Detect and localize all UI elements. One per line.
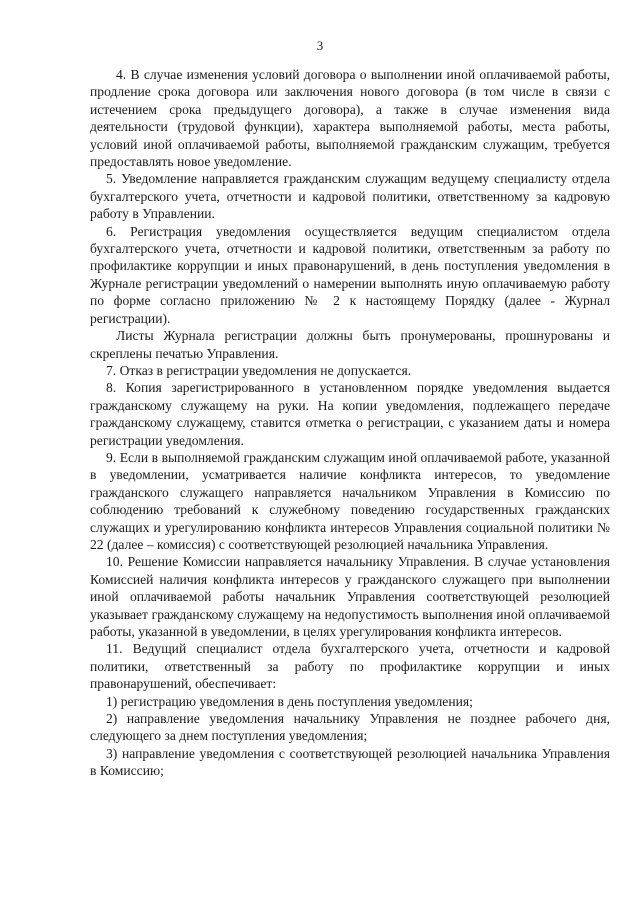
list-item-2: 2) направление уведомления начальнику Управления не позднее рабочего дня, следующего за днем поступления уведомления; (90, 711, 610, 744)
paragraph-8: 8. Копия зарегистрированного в установленном порядке уведомления выдается гражданскому служащему на руки. На копии уведомления, подлежащего передаче гражданскому служащему, ставится отметка о регистрации, с указанием даты и номера регистрации уведомления. (90, 380, 610, 448)
paragraph-6: 6. Регистрация уведомления осуществляется ведущим специалистом отдела бухгалтерского учета, отчетности и кадровой политики, ответственным за работу по профилактике коррупции и иных правонарушений, в день поступления уведомления в Журнале регистрации уведомлений о намерении выполнять иную оплачиваемую работу по форме согласно приложению № 2 к настоящему Порядку (далее - Журнал регистрации). (90, 223, 610, 326)
page-number: 3 (316, 38, 324, 53)
list-item-1: 1) регистрацию уведомления в день поступления уведомления; (106, 693, 473, 709)
paragraph-11: 11. Ведущий специалист отдела бухгалтерского учета, отчетности и кадровой политики, ответственный за работу по профилактике коррупции и иных правонарушений, обеспечивает: (90, 641, 610, 692)
paragraph-5: 5. Уведомление направляется гражданским служащим ведущему специалисту отдела бухгалтерского учета, отчетности и кадровой политики, ответственному за кадровую работу в Управлении. (90, 171, 610, 222)
paragraph-6-journal-sheets: Листы Журнала регистрации должны быть пронумерованы, прошнурованы и скреплены печатью Управления. (90, 328, 610, 361)
paragraph-4: 4. В случае изменения условий договора о выполнении иной оплачиваемой работы, продление срока договора или заключения нового договора (в том числе в связи с истечением срока предыдущего договора), а также в случае изменения вида деятельности (трудовой функции), характера выполняемой работы, места работы, условий иной оплачиваемой работы, выполняемой гражданским служащим, требуется предоставлять новое уведомление. (90, 67, 610, 170)
paragraph-7: 7. Отказ в регистрации уведомления не допускается. (106, 362, 412, 378)
paragraph-10: 10. Решение Комиссии направляется начальнику Управления. В случае установления Комиссией наличия конфликта интересов у гражданского служащего при выполнении иной оплачиваемой работы начальник Управления соответствующей резолюцией указывает гражданскому служащему на недопустимость выполнения иной оплачиваемой работы, указанной в уведомлении, в целях урегулирования конфликта интересов. (90, 554, 610, 639)
document-body (90, 66, 610, 780)
paragraph-9: 9. Если в выполняемой гражданским служащим иной оплачиваемой работе, указанной в уведомлении, усматривается наличие конфликта интересов, то уведомление гражданского служащего направляется начальником Управления в Комиссию по соблюдению требований к служебному поведению государственных гражданских служащих и урегулированию конфликта интересов Управления социальной политики № 22 (далее – комиссия) с соответствующей резолюцией начальника Управления. (90, 449, 610, 552)
list-item-3: 3) направление уведомления с соответствующей резолюцией начальника Управления в Комиссию; (90, 745, 610, 779)
